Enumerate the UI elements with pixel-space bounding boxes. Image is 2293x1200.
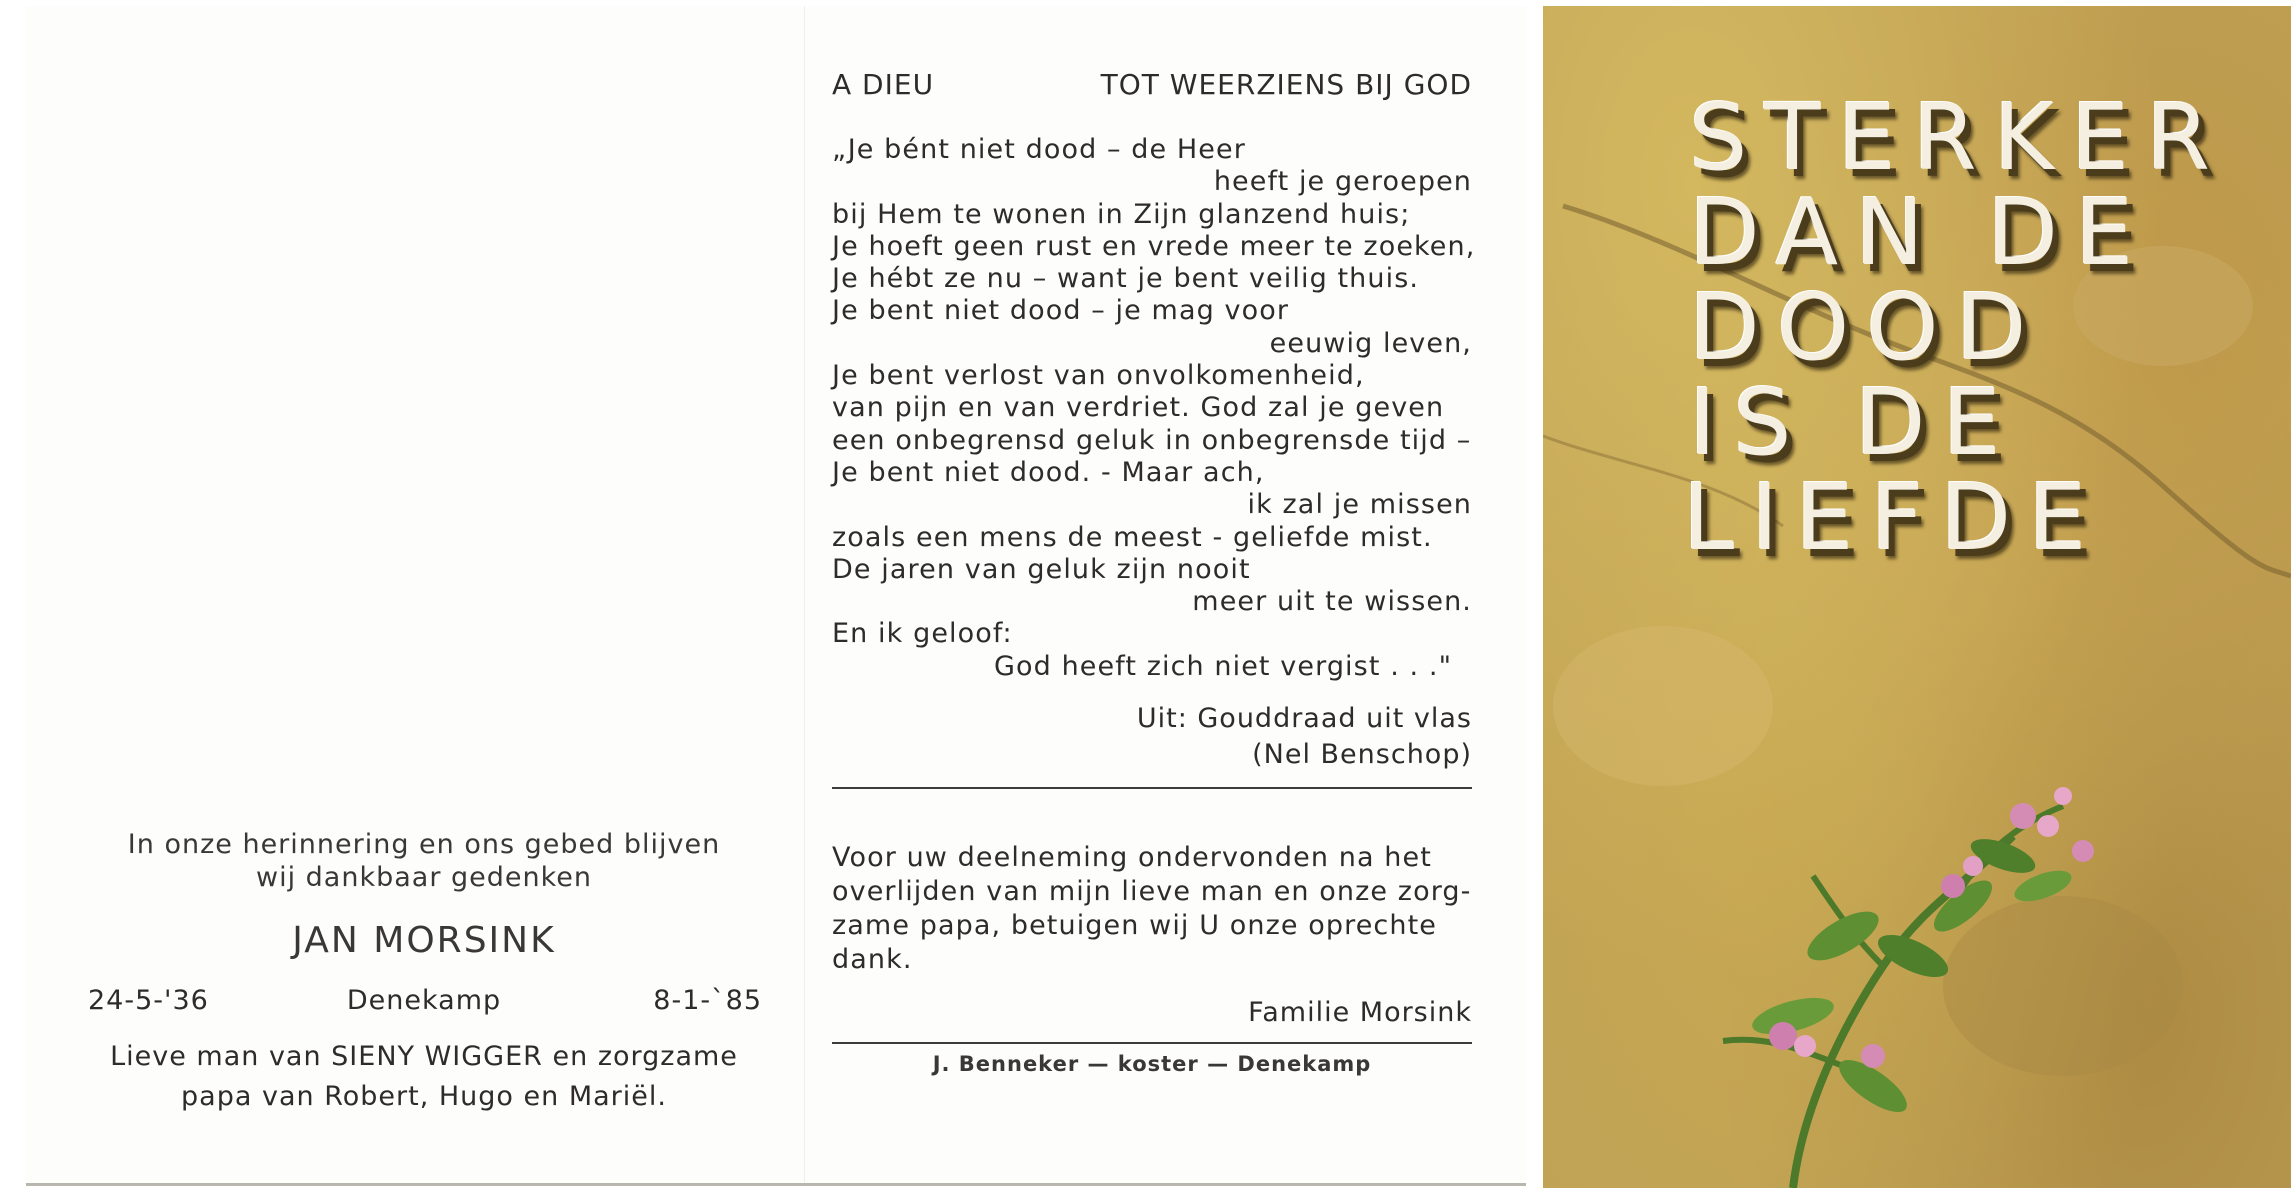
poem-line: Je hoeft geen rust en vrede meer te zoeken, <box>832 230 1476 262</box>
inscription-word: DOOD <box>1689 274 2044 381</box>
poem-line: Je bent niet dood. - Maar ach, <box>832 456 1265 488</box>
place: Denekamp <box>346 985 502 1016</box>
divider <box>832 1042 1472 1044</box>
intro-line: wij dankbaar gedenken <box>255 862 593 893</box>
printer-credit: J. Benneker — koster — Denekamp <box>932 1052 1372 1077</box>
source-line: (Nel Benschop) <box>1252 739 1472 771</box>
memorial-card-inside <box>26 6 1526 1186</box>
poem-line: God heeft zich niet vergist . . ." <box>994 650 1453 682</box>
stone-photo <box>1543 6 2291 1188</box>
poem-line: En ik geloof: <box>832 618 1013 650</box>
poem-line: Je hébt ze nu – want je bent veilig thuis. <box>832 263 1420 295</box>
inscription-word: DAN DE <box>1689 179 2151 286</box>
poem-line: Je bent niet dood – je mag voor <box>832 295 1290 327</box>
poem-line: van pijn en van verdriet. God zal je geven <box>832 392 1445 424</box>
header-right: TOT WEERZIENS BIJ GOD <box>1100 68 1472 101</box>
card-fold <box>804 6 805 1183</box>
poem-source <box>832 701 1472 773</box>
poem-line: zoals een mens de meest - geliefde mist. <box>832 521 1433 553</box>
inscription-word: IS DE <box>1689 369 2018 476</box>
poem-line: meer uit te wissen. <box>1192 586 1472 618</box>
header-left: A DIEU <box>832 68 935 101</box>
poem-line: ik zal je missen <box>1247 489 1472 521</box>
thanks-text <box>832 841 1472 977</box>
poem-header <box>832 68 1472 112</box>
thanks-line: Voor uw deelneming ondervonden na het <box>832 842 1432 874</box>
intro-text <box>84 828 764 894</box>
thanks-line: overlijden van mijn lieve man en onze zorg- <box>832 876 1472 908</box>
life-dates <box>84 985 764 1029</box>
poem-line: Je bent verlost van onvolkomenheid, <box>832 360 1365 392</box>
source-line: Uit: Gouddraad uit vlas <box>1136 703 1472 735</box>
poem-line: eeuwig leven, <box>1269 327 1472 359</box>
desc-line: papa van Robert, Hugo en Mariël. <box>181 1081 667 1112</box>
family-signature: Familie Morsink <box>1248 997 1472 1029</box>
family-description <box>84 1037 764 1117</box>
left-panel <box>84 828 764 1117</box>
death-date: 8-1-`85 <box>653 985 762 1016</box>
inscription-word: STERKER <box>1689 84 2228 191</box>
poem-line: een onbegrensd geluk in onbegrensde tijd – <box>832 424 1472 456</box>
divider <box>832 787 1472 789</box>
inscription-word: LIEFDE <box>1683 464 2104 571</box>
poem-line: bij Hem te wonen in Zijn glanzend huis; <box>832 198 1411 230</box>
birth-date: 24-5-'36 <box>88 985 209 1016</box>
poem-line: „Je bént niet dood – de Heer <box>832 134 1246 165</box>
thanks-line: zame papa, betuigen wij U onze oprechte <box>832 910 1437 942</box>
middle-panel <box>832 68 1476 1077</box>
poem-line: De jaren van geluk zijn nooit <box>832 553 1251 585</box>
thanks-line: dank. <box>832 944 913 976</box>
desc-line: Lieve man van SIENY WIGGER en zorgzame <box>110 1041 738 1072</box>
poem <box>832 134 1476 683</box>
inscription <box>1683 84 2228 571</box>
deceased-name: JAN MORSINK <box>292 920 556 961</box>
poem-line: heeft je geroepen <box>1213 166 1472 198</box>
intro-line: In onze herinnering en ons gebed blijven <box>127 829 721 860</box>
